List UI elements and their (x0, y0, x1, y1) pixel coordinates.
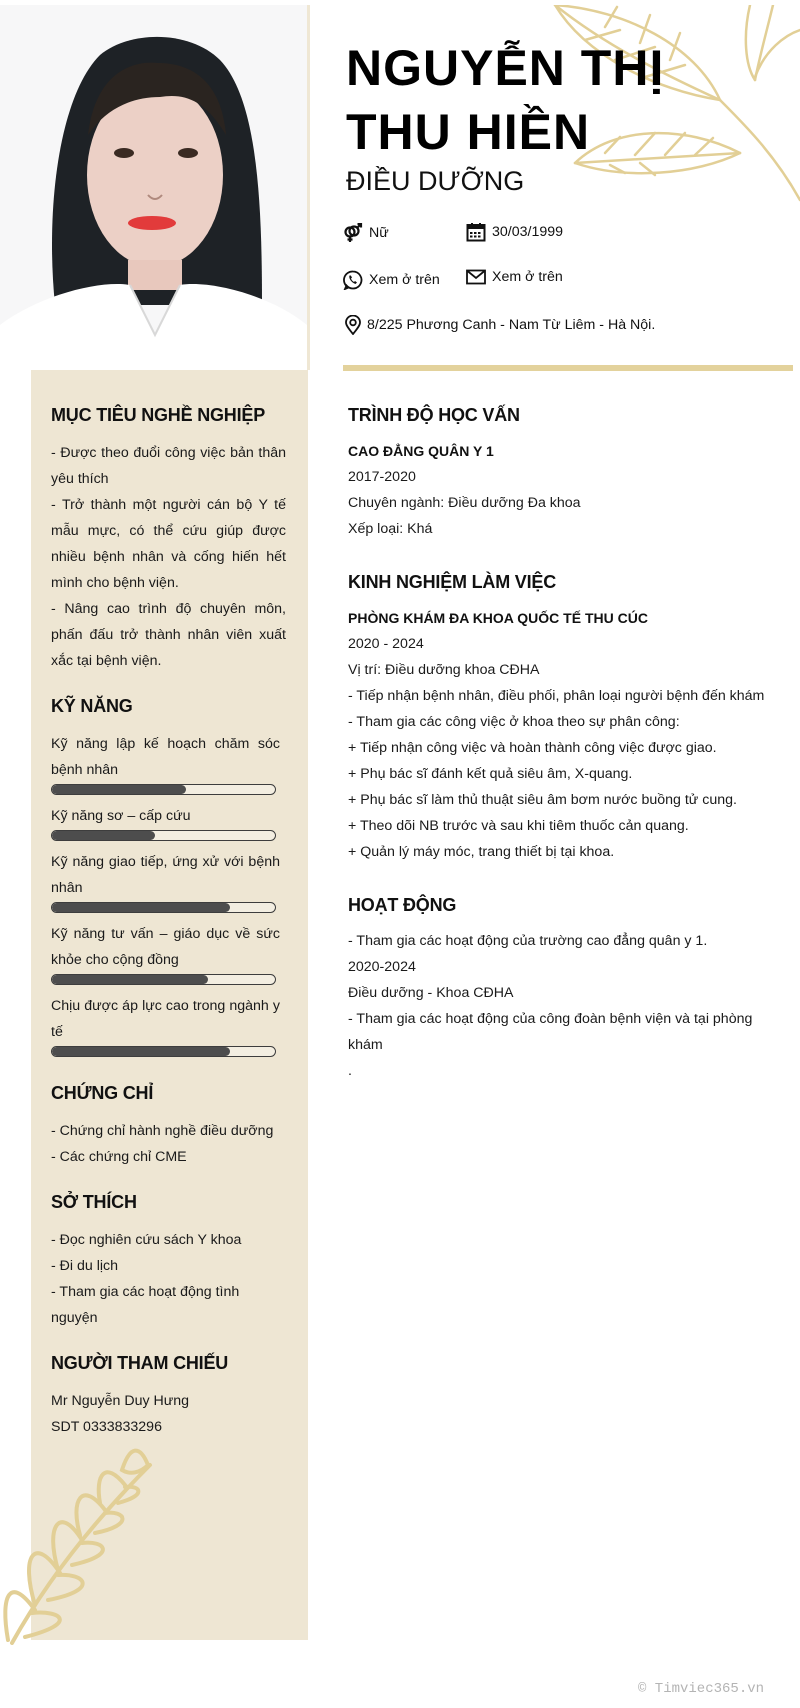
skill-bar-fill (52, 1047, 230, 1056)
hobbies-title: SỞ THÍCH (51, 1192, 137, 1212)
skill-bar (51, 1046, 276, 1057)
activities-section (348, 895, 788, 1084)
reference-name: Mr Nguyễn Duy Hưng (51, 1393, 190, 1409)
skill-label: Kỹ năng giao tiếp, ứng xử với bệnh nhân (51, 854, 280, 896)
hobbies-section (51, 1192, 286, 1331)
skill-bar-fill (52, 903, 230, 912)
name-line-1: NGUYỄN THỊ (346, 40, 665, 96)
skill-label: Kỹ năng lập kế hoạch chăm sóc bệnh nhân (51, 736, 280, 778)
experience-line: - Tham gia các công việc ở khoa theo sự phân công: (348, 714, 680, 730)
skill-bar (51, 902, 276, 913)
photo-edge-accent (307, 5, 310, 370)
references-section (51, 1353, 286, 1440)
hobby-item: - Đọc nghiên cứu sách Y khoa (51, 1232, 242, 1248)
phone-info (343, 270, 440, 290)
gender-info (343, 223, 389, 243)
experience-line: + Tiếp nhận công việc và hoàn thành công việc được giao. (348, 740, 717, 756)
job-title: ĐIỀU DƯỠNG (346, 166, 525, 196)
mail-icon (466, 267, 486, 287)
education-title: TRÌNH ĐỘ HỌC VẤN (348, 405, 520, 425)
phone-icon (343, 270, 363, 290)
left-column (51, 405, 286, 1440)
hobby-item: - Tham gia các hoạt động tình nguyện (51, 1284, 240, 1326)
objective-line: - Được theo đuổi công việc bản thân yêu thích (51, 445, 286, 487)
skill-bar-fill (52, 785, 186, 794)
skills-title: KỸ NĂNG (51, 696, 133, 716)
hobby-item: - Đi du lịch (51, 1258, 119, 1274)
address-info (343, 315, 655, 335)
certificate-item: - Các chứng chỉ CME (51, 1149, 187, 1165)
profile-photo (0, 5, 307, 370)
certificates-section (51, 1083, 286, 1170)
calendar-icon (466, 222, 486, 242)
skill-label: Kỹ năng sơ – cấp cứu (51, 808, 191, 824)
objective-title: MỤC TIÊU NGHỀ NGHIỆP (51, 405, 266, 425)
name-line-2: THU HIỀN (346, 104, 591, 160)
skill-bar (51, 974, 276, 985)
education-section (348, 405, 788, 542)
activities-title: HOẠT ĐỘNG (348, 895, 457, 915)
activity-line: 2020-2024 (348, 959, 416, 975)
school-name: CAO ĐẲNG QUÂN Y 1 (348, 443, 494, 459)
experience-title: KINH NGHIỆM LÀM VIỆC (348, 572, 557, 592)
experience-line: 2020 - 2024 (348, 636, 424, 652)
certificates-title: CHỨNG CHỈ (51, 1083, 154, 1103)
experience-section (348, 572, 788, 865)
experience-line: + Theo dõi NB trước và sau khi tiêm thuốc cản quang. (348, 818, 689, 834)
experience-line: + Quản lý máy móc, trang thiết bị tại khoa. (348, 844, 615, 860)
objective-line: - Nâng cao trình độ chuyên môn, phấn đấu trở thành nhân viên xuất xắc tại bệnh viện. (51, 601, 286, 669)
experience-line: + Phụ bác sĩ làm thủ thuật siêu âm bơm nước buồng tử cung. (348, 792, 737, 808)
education-line: 2017-2020 (348, 469, 416, 485)
address-value: 8/225 Phương Canh - Nam Từ Liêm - Hà Nội. (367, 317, 656, 333)
activity-line: - Tham gia các hoạt động của trường cao đẳng quân y 1. (348, 933, 708, 949)
header-divider (343, 365, 793, 371)
skill-label: Chịu được áp lực cao trong ngành y tế (51, 998, 280, 1040)
certificate-item: - Chứng chỉ hành nghề điều dưỡng (51, 1123, 274, 1139)
reference-phone: SDT 0333833296 (51, 1419, 162, 1435)
email-value: Xem ở trên (492, 269, 563, 285)
objective-section (51, 405, 286, 674)
leaf-decoration-icon (0, 1425, 160, 1645)
skill-bar-fill (52, 975, 208, 984)
skill-bar (51, 830, 276, 841)
email-info (466, 267, 563, 287)
gender-icon (343, 223, 363, 243)
right-column (348, 405, 788, 1084)
birthday-info (466, 222, 563, 242)
skill-bar (51, 784, 276, 795)
objective-line: - Trở thành một người cán bộ Y tế mẫu mực, có thể cứu giúp được nhiều bệnh nhân và cống hiến hết mình cho bệnh viện. (51, 497, 286, 591)
candidate-name (346, 36, 664, 164)
experience-line: - Tiếp nhận bệnh nhân, điều phối, phân loại người bệnh đến khám (348, 688, 765, 704)
experience-line: Vị trí: Điều dưỡng khoa CĐHA (348, 662, 540, 678)
experience-line: + Phụ bác sĩ đánh kết quả siêu âm, X-quang. (348, 766, 633, 782)
skills-section (51, 696, 286, 1057)
gender-value: Nữ (369, 225, 389, 241)
portrait-illustration (0, 5, 307, 370)
skill-bar-fill (52, 831, 155, 840)
activity-line: - Tham gia các hoạt động của công đoàn bệnh viện và tại phòng khám (348, 1011, 753, 1053)
activity-line: . (348, 1063, 352, 1079)
phone-value: Xem ở trên (369, 272, 440, 288)
company-name: PHÒNG KHÁM ĐA KHOA QUỐC TẾ THU CÚC (348, 610, 648, 626)
watermark: © Timviec365.vn (638, 1681, 765, 1697)
education-line: Xếp loại: Khá (348, 521, 433, 537)
skill-label: Kỹ năng tư vấn – giáo dục về sức khỏe cho cộng đồng (51, 926, 280, 968)
references-title: NGƯỜI THAM CHIẾU (51, 1353, 229, 1373)
location-pin-icon (343, 315, 363, 335)
education-line: Chuyên ngành: Điều dưỡng Đa khoa (348, 495, 581, 511)
activity-line: Điều dưỡng - Khoa CĐHA (348, 985, 514, 1001)
birthday-value: 30/03/1999 (492, 224, 564, 240)
